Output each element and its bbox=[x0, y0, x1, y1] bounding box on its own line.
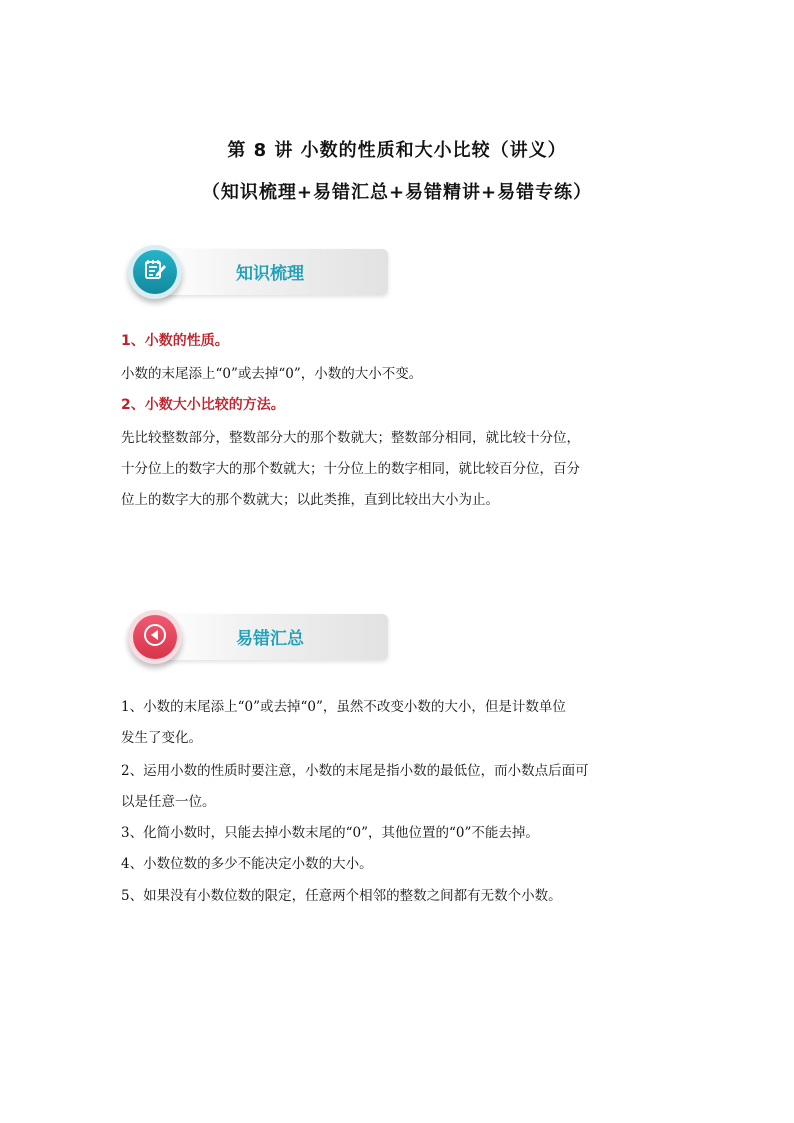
error-summary-line: 4、小数位数的多少不能决定小数的大小。 bbox=[121, 856, 373, 872]
error-summary-line: 2、运用小数的性质时要注意，小数的末尾是指小数的最低位，而小数点后面可 bbox=[121, 763, 589, 779]
section1-paragraph-2-line: 十分位上的数字大的那个数就大；十分位上的数字相同，就比较百分位，百分 bbox=[121, 461, 580, 477]
section-banner-errors bbox=[122, 610, 390, 676]
banner-circle bbox=[128, 245, 182, 299]
banner-label: 易错汇总 bbox=[236, 629, 304, 649]
error-summary-line: 5、如果没有小数位数的限定，任意两个相邻的整数之间都有无数个小数。 bbox=[121, 888, 562, 904]
notepad-pencil-icon bbox=[143, 258, 167, 286]
section1-paragraph-2-line: 位上的数字大的那个数就大；以此类推，直到比较出大小为止。 bbox=[121, 492, 499, 508]
banner-circle bbox=[128, 610, 182, 664]
play-back-icon bbox=[142, 622, 168, 652]
section1-heading-2: 2、小数大小比较的方法。 bbox=[121, 397, 285, 413]
banner-label: 知识梳理 bbox=[236, 264, 304, 284]
error-summary-line: 1、小数的末尾添上“0”或去掉“0”，虽然不改变小数的大小，但是计数单位 bbox=[121, 699, 566, 715]
section-banner-knowledge bbox=[122, 245, 390, 311]
page-title: 第 8 讲 小数的性质和大小比较（讲义） bbox=[227, 140, 567, 161]
section1-heading-1: 1、小数的性质。 bbox=[121, 333, 229, 349]
error-summary-line: 以是任意一位。 bbox=[121, 794, 216, 810]
error-summary-line: 3、化简小数时，只能去掉小数末尾的“0”，其他位置的“0”不能去掉。 bbox=[121, 825, 539, 841]
page-subtitle: （知识梳理+易错汇总+易错精讲+易错专练） bbox=[201, 182, 593, 203]
error-summary-line: 发生了变化。 bbox=[121, 730, 202, 746]
section1-paragraph-1: 小数的末尾添上“0”或去掉“0”，小数的大小不变。 bbox=[121, 366, 423, 382]
section1-paragraph-2-line: 先比较整数部分，整数部分大的那个数就大；整数部分相同，就比较十分位， bbox=[121, 430, 580, 446]
